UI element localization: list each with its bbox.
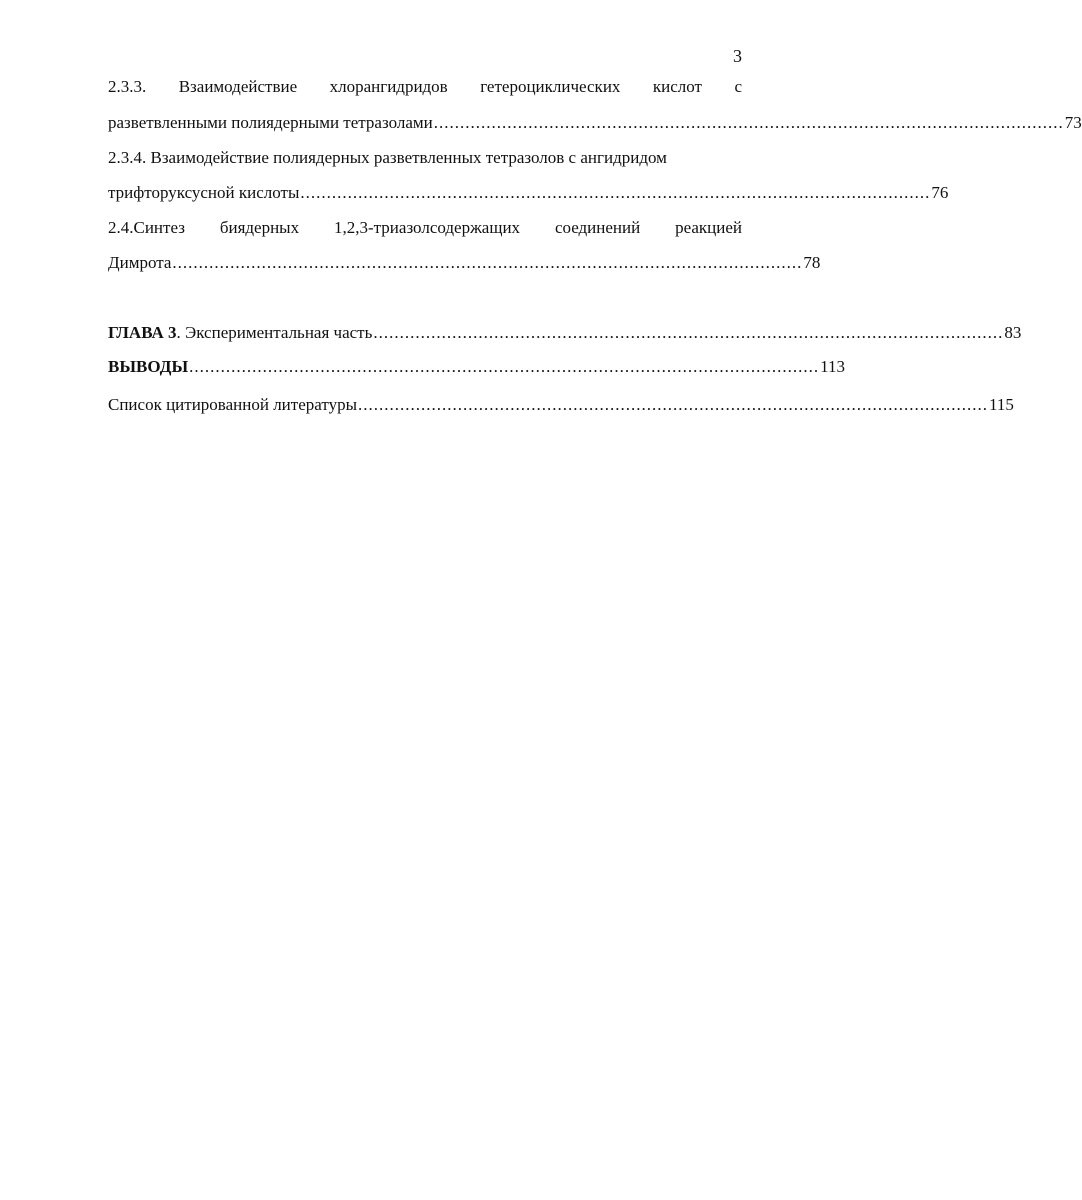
toc-page-number: 113 <box>820 357 846 376</box>
dot-leader: ........................................................................................................................ <box>172 253 803 272</box>
toc-entry-2-3-3-line2 <box>108 112 1082 134</box>
dot-leader: ........................................................................................................................ <box>373 323 1004 342</box>
toc-entry-references <box>108 394 1014 416</box>
toc-entry-2-3-4-line1: 2.3.4. Взаимодействие полиядерных разветвленных тетразолов с ангидридом <box>108 148 667 167</box>
toc-page-number: 115 <box>989 395 1014 414</box>
toc-entry-2-3-4-line2 <box>108 182 949 204</box>
toc-page-number: 73 <box>1064 113 1082 132</box>
dot-leader: ........................................................................................................................ <box>300 183 931 202</box>
page-number: 3 <box>733 46 742 66</box>
toc-word: 1,2,3-триазолсодержащих <box>334 218 521 237</box>
toc-word: гетероциклических <box>480 77 621 96</box>
toc-entry-title: трифторуксусной кислоты <box>108 183 300 202</box>
toc-word: Взаимодействие <box>178 77 298 96</box>
dot-leader: ........................................................................................................................ <box>433 113 1064 132</box>
toc-entry-2-4-line2 <box>108 252 821 274</box>
toc-entry-conclusions <box>108 356 846 378</box>
toc-entry-title: ВЫВОДЫ <box>108 357 189 376</box>
toc-word: 2.3.3. <box>108 77 147 96</box>
toc-entry-2-3-3-line1 <box>108 76 742 98</box>
toc-page-number: 78 <box>803 253 821 272</box>
chapter-title: . Экспериментальная часть <box>176 323 373 342</box>
toc-word: реакцией <box>675 218 742 237</box>
toc-page-number: 83 <box>1004 323 1022 342</box>
toc-word: кислот <box>652 77 702 96</box>
toc-entry-title <box>108 322 372 344</box>
toc-entry-title: разветвленными полиядерными тетразолами <box>108 113 433 132</box>
toc-page-number: 76 <box>931 183 949 202</box>
toc-word: биядерных <box>219 218 300 237</box>
chapter-label: ГЛАВА 3 <box>108 323 177 342</box>
toc-word: с <box>734 77 742 96</box>
toc-word: 2.4.Синтез <box>108 218 185 237</box>
toc-entry-2-4-line1 <box>108 217 742 239</box>
toc-word: хлорангидридов <box>329 77 448 96</box>
toc-entry-title: Список цитированной литературы <box>108 395 357 414</box>
dot-leader: ........................................................................................................................ <box>189 357 820 376</box>
toc-entry-chapter-3 <box>108 322 1022 344</box>
toc-entry-title: Димрота <box>108 253 172 272</box>
toc-word: соединений <box>554 218 641 237</box>
dot-leader: ........................................................................................................................ <box>358 395 988 414</box>
